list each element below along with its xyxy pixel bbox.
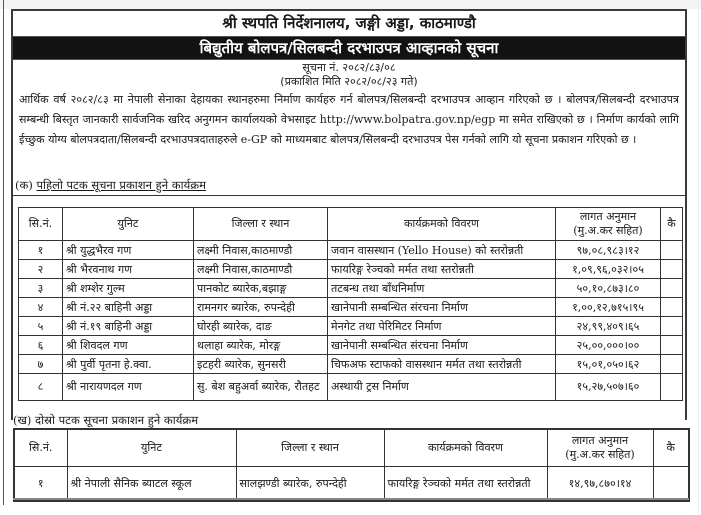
cell-cost: ५०,१०,८७३।८० [556,279,661,298]
cell-cost: ९७,०८,९८३।१२ [556,241,661,260]
cell-description: मेनगेट तथा पेरिमिटर निर्माण [328,317,556,336]
col-cost: लागत अनुमान (मु.अ.कर सहित) [556,208,661,241]
table-row [19,355,683,374]
cell-remarks [653,467,689,502]
cell-sn: २ [19,260,63,279]
cell-sn: ६ [19,336,63,355]
cell-remarks [661,374,683,401]
col-sn: सि.नं. [19,208,63,241]
cell-sn: ८ [19,374,63,401]
section-a-title: पहिलो पटक सूचना प्रकाशन हुने कार्यक्रम [36,178,206,192]
table-row [19,241,683,260]
page-left-edge [3,0,4,505]
table-header-row [14,429,689,467]
col-cost: लागत अनुमान (मु.अ.कर सहित) [547,429,653,467]
cell-remarks [661,355,683,374]
col-location: जिल्ला र स्थान [236,429,384,467]
table-row [19,279,683,298]
col-unit: युनिट [67,429,236,467]
cell-sn: ५ [19,317,63,336]
table-row [19,298,683,317]
cell-description: खानेपानी सम्बन्धित संरचना निर्माण [328,336,556,355]
cell-cost: २५,००,०००।०० [556,336,661,355]
section-b-heading [13,412,198,428]
cell-location: इटहरी ब्यारेक, सुनसरी [194,355,328,374]
section-a-divider [13,195,685,196]
cell-unit: श्री भैरवनाथ गण [63,260,194,279]
cell-cost: १,००,१२,७१५।९५ [556,298,661,317]
table-row [19,374,683,401]
cell-sn: ३ [19,279,63,298]
cell-unit: श्री शिवदल गण [63,336,194,355]
section-a-prefix: (क) [15,178,33,192]
cell-cost: १५,०१,०५०।६२ [556,355,661,374]
cell-remarks [661,317,683,336]
cell-description: जवान वासस्थान (Yello House) को स्तरोन्नती [328,241,556,260]
cell-description: खानेपानी सम्बन्धित संरचना निर्माण [328,298,556,317]
cell-sn: ७ [19,355,63,374]
cell-unit: श्री शम्शेर गुल्म [63,279,194,298]
table-row [19,317,683,336]
cell-cost: १,०९,९६,०३२।०५ [556,260,661,279]
cell-unit: श्री नं.२२ बाहिनी अड्डा [63,298,194,317]
cell-description: तटबन्ध तथा बाँधनिर्माण [328,279,556,298]
cell-location: थलाहा ब्यारेक, मोरङ्ग [194,336,328,355]
cell-cost: १४,९७,८७०।१४ [547,467,653,502]
office-name: श्री स्थपति निर्देशनालय, जङ्गी अड्डा, काठमाण्डौ [222,14,476,32]
cell-sn: १ [14,467,67,502]
cell-unit: श्री युद्धभैरव गण [63,241,194,260]
cell-remarks [661,298,683,317]
notice-number: सूचना नं. २०८२/८३/०८ [302,61,396,74]
notice-paragraph: आर्थिक वर्ष २०८२/८३ मा नेपाली सेनाका देहायका स्थानहरुमा निर्माण कार्यहरु गर्न बोलपत्र/सिलबन्दी दरभाउपत्र आव्हान गरिएको छ । बोलपत्र/सिलबन्दी दरभाउपत्र सम्बन्धी बिस्तृत जानकारी सार्वजनिक खरिद अनुगमन कार्यालयको वेभसाइट http://www.bolpatra.gov.np/egp मा समेत राखिएको छ । निर्माण कार्यको लागि ईच्छुक योग्य बोलपत्रदाता/सिलबन्दी दरभाउपत्रदाताहरुले e-GP को माध्यमबाट बोलपत्र/सिलबन्दी दरभाउपत्र पेस गर्नको लागि यो सूचना प्रकाशन गरिएको छ । [19,93,679,146]
cell-location: लक्ष्मी निवास,काठमाण्डौ [194,241,328,260]
page-right-edge [698,0,699,515]
cell-remarks [661,260,683,279]
col-description: कार्यक्रमको विवरण [384,429,547,467]
cell-remarks [661,241,683,260]
col-description: कार्यक्रमको विवरण [328,208,556,241]
cell-location: घोरही ब्यारेक, दाङ [194,317,328,336]
cell-cost: २४,९९,४०९।६५ [556,317,661,336]
cell-location: रामनगर ब्यारेक, रुपन्देही [194,298,328,317]
cell-sn: ४ [19,298,63,317]
cell-description: अस्थायी ट्रस निर्माण [328,374,556,401]
cell-description: फायरिङ्ग रेञ्चको मर्मत तथा स्तरोन्नती [328,260,556,279]
cell-unit: श्री पुर्वी पृतना हे.क्वा. [63,355,194,374]
section-a-table [18,207,683,401]
cell-unit: श्री नेपाली सैनिक ब्याटल स्कूल [67,467,236,502]
col-sn: सि.नं. [14,429,67,467]
cell-unit: श्री नं.१९ बाहिनी अड्डा [63,317,194,336]
cell-location: लक्ष्मी निवास,काठमाण्डौ [194,260,328,279]
cell-remarks [661,279,683,298]
section-b-table [13,428,690,502]
col-unit: युनिट [63,208,194,241]
table-row [19,336,683,355]
cell-unit: श्री नारायणदल गण [63,374,194,401]
col-location: जिल्ला र स्थान [194,208,328,241]
table-b-shadow [13,498,689,500]
section-b-prefix: (ख) [13,413,32,427]
table-row [19,260,683,279]
col-remarks: कै [661,208,683,241]
notice-frame [11,9,687,420]
cell-location: सालझण्डी ब्यारेक, रुपन्देही [236,467,384,502]
table-row [14,467,689,502]
col-remarks: कै [653,429,689,467]
cell-sn: १ [19,241,63,260]
section-a-heading [15,177,206,193]
cell-location: सु. बेश बहुअर्वा ब्यारेक, रौतहट [194,374,328,401]
notice-title: बिद्युतीय बोलपत्र/सिलबन्दी दरभाउपत्र आव्हानको सूचना [13,36,685,60]
published-date: (प्रकाशित मिति २०८२/०८/२३ गते) [280,75,418,88]
cell-description: चिफअफ स्टाफको वासस्थान मर्मत तथा स्तरोन्नती [328,355,556,374]
section-b-title: दोस्रो पटक सूचना प्रकाशन हुने कार्यक्रम [35,413,199,427]
page-top-band [0,0,701,9]
cell-cost: १५,२७,५०७।६० [556,374,661,401]
cell-location: पानकोट ब्यारेक,बझाङ्ग [194,279,328,298]
cell-remarks [661,336,683,355]
cell-description: फायरिङ्ग रेञ्चको मर्मत तथा स्तरोन्नती [384,467,547,502]
table-header-row [19,208,683,241]
